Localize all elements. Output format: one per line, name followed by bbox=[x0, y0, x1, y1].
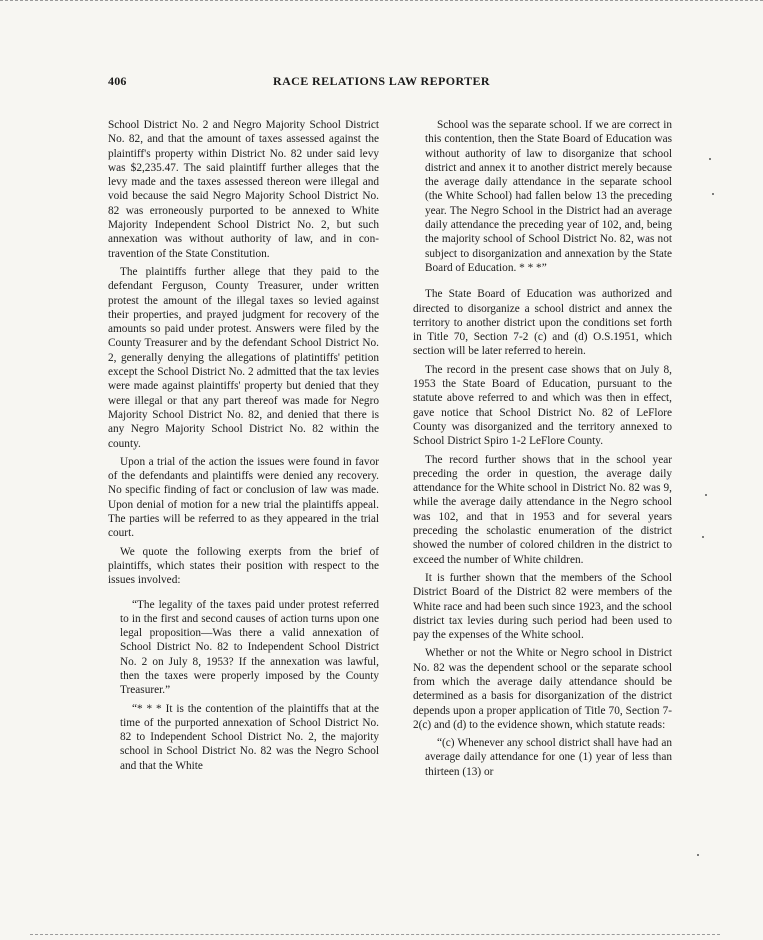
running-head: RACE RELATIONS LAW REPORTER bbox=[273, 74, 490, 88]
paragraph: School District No. 2 and Negro Majority School District No. 82, and that the amount of taxes assessed against the plaintiff's property within District No. 82 under said levy was $2,235.47. The said plaintiff further alleges that the levy made and the taxes assessed thereon were illegal and void because the said Negro Majority School District No. 82 was erroneously purported to be annexed to White Majority Independent School District No. 2, but such annexation was without authority of law, and in contravention of the State Constitution. bbox=[108, 119, 379, 260]
block-quote: “(c) Whenever any school district shall have had an average daily attendance for one (1) year of less than thirteen (13) or bbox=[425, 737, 672, 778]
paragraph: The plaintiffs further allege that they paid to the defendant Ferguson, County Treasurer, under written protest the amount of the illegal taxes so levied against their properties, and prayed judgment for recovery of the amounts so paid under protest. Answers were filed by the County Treasurer and by the defendant School District No. 2, generally denying the allegations of platintiffs' petition except the School District No. 2 admitted that the tax levies were made against plaintiffs' property but denied that they were illegal or that any part thereof was made for Negro Majority School District No. 82, and denied that there is any Negro Majority School District No. 82 within the county. bbox=[108, 265, 379, 450]
page-number: 406 bbox=[108, 74, 127, 88]
paragraph: It is further shown that the members of the School District Board of the District 82 were members of the White race and had been such since 1923, and the school district tax levies during such period had been used to pay the expenses of the White school. bbox=[413, 571, 672, 642]
page-top-edge bbox=[0, 0, 763, 4]
page-bottom-edge bbox=[30, 934, 720, 937]
paragraph: We quote the following exerpts from the brief of plaintiffs, which states their position with respect to the issues involved: bbox=[108, 545, 379, 587]
right-column bbox=[413, 118, 672, 783]
scan-speck bbox=[705, 494, 707, 496]
paragraph: Whether or not the White or Negro school in District No. 82 was the dependent school or the separate school from which the average daily attendance should be determined as a basis for disorganization of the district depends upon a proper application of Title 70, Section 7-2(c) and (d) to the evidence shown, which statute reads: bbox=[413, 647, 672, 731]
paragraph: The record in the present case shows that on July 8, 1953 the State Board of Education, pursuant to the statute above referred to and which was then in effect, gave notice that School District No. 82 of LeFlore County was disorganized and the territory annexed to School District Spiro 1-2 LeFlore County. bbox=[413, 363, 672, 448]
scan-speck bbox=[712, 193, 714, 195]
block-quote-continued: School was the separate school. If we are correct in this contention, then the State Board of Education was without authority of law to disorganize that school district and annex it to another district merely because the average daily attendance in the separate school (the White School) had fallen below 13 the preceding year. The Negro School in the District had an average daily attendance the preceding year of 102, and, being the majority school of School District No. 82, was not subject to disorganization and annexation by the State Board of Education. * * *” bbox=[425, 119, 672, 274]
paragraph: The record further shows that in the school year preceding the order in question, the average daily attendance for the White school in District No. 82 was 9, while the average daily attendance in the Negro school was 102, and that in 1953 and for several years preceding the scholastic enumeration of the district showed the number of colored children in the district to exceed the number of White children. bbox=[413, 453, 672, 566]
scan-speck bbox=[702, 536, 704, 538]
scan-speck bbox=[697, 854, 699, 856]
paragraph: Upon a trial of the action the issues were found in favor of the defendants and plaintiffs were denied any recovery. No specific finding of fact or conclusion of law was made. Upon denial of motion for a new trial the plaintiffs appeal. The parties will be referred to as they appeared in the trial court. bbox=[108, 455, 379, 540]
left-column bbox=[108, 118, 379, 777]
paragraph: The State Board of Education was authorized and directed to disorganize a school district and annex the territory to another district upon the conditions set forth in Title 70, Section 7-2 (c) and (d) O.S.1951, which section will be later referred to herein. bbox=[413, 288, 672, 358]
block-quote: “The legality of the taxes paid under protest referred to in the first and second causes of action turns upon one legal proposition—Was there a valid annexation of School District No. 82 to Independent School District No. 2 on July 8, 1953? If the annexation was lawful, then the taxes were properly imposed by the County Treasurer.” bbox=[120, 598, 379, 697]
scan-speck bbox=[709, 158, 711, 160]
block-quote: “* * * It is the contention of the plaintiffs that at the time of the purported annexation of School District No. 82 to Independent School District No. 2, the majority school in School District No. 82 was the Negro School and that the White bbox=[120, 702, 379, 772]
